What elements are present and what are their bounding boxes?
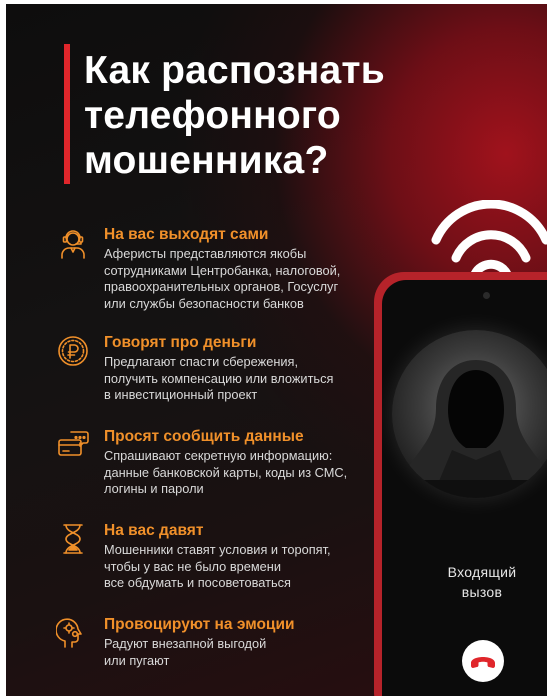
item-description: [104, 636, 266, 669]
title-accent-bar: [64, 44, 70, 184]
ruble-coin-icon: [56, 334, 90, 368]
item-heading: Провоцируют на эмоции: [104, 616, 295, 633]
user-support-icon: [56, 226, 90, 260]
description-line: чтобы у вас не было времени: [104, 558, 281, 574]
title-line: Как распознать: [84, 49, 385, 92]
item-description: [104, 246, 340, 312]
page-title: [84, 48, 385, 183]
camera-dot: [483, 292, 490, 299]
call-label-line: вызов: [461, 584, 503, 600]
description-line: Мошенники ставят условия и торопят,: [104, 542, 331, 557]
description-line: Радуют внезапной выгодой: [104, 636, 267, 651]
description-line: или пугают: [104, 652, 170, 668]
brain-gears-icon: [56, 616, 90, 650]
item-heading: Говорят про деньги: [104, 334, 257, 351]
poster: [6, 4, 547, 696]
description-line: получить компенсацию или вложиться: [104, 370, 334, 386]
credit-card-chat-icon: [56, 428, 90, 462]
title-line: мошенника?: [84, 139, 329, 182]
description-line: правоохранительных органов, Госуслуг: [104, 279, 339, 294]
description-line: все обдумать и посоветоваться: [104, 575, 291, 590]
call-label-line: Входящий: [447, 564, 517, 580]
item-description: [104, 448, 347, 498]
item-heading: Просят сообщить данные: [104, 428, 304, 445]
description-line: Спрашивают секретную информацию:: [104, 448, 333, 463]
hourglass-icon: [56, 522, 90, 556]
hang-up-button[interactable]: [462, 640, 504, 682]
description-line: Аферисты представляются якобы: [104, 246, 307, 261]
title-line: телефонного: [84, 94, 341, 137]
item-description: [104, 354, 333, 404]
phone: [374, 272, 547, 696]
description-line: или службы безопасности банков: [104, 295, 304, 311]
description-line: Предлагают спасти сбережения,: [104, 354, 299, 369]
incoming-call-label: [422, 562, 542, 602]
item-heading: На вас давят: [104, 522, 204, 539]
hang-up-phone-icon: [462, 640, 504, 682]
description-line: сотрудниками Центробанка, налоговой,: [104, 262, 341, 278]
description-line: данные банковской карты, коды из СМС,: [104, 464, 348, 480]
hooded-figure-image: [392, 330, 547, 498]
phone-screen: [382, 280, 547, 696]
description-line: логины и пароли: [104, 481, 204, 496]
hooded-figure-avatar: [392, 330, 547, 498]
item-heading: На вас выходят сами: [104, 226, 269, 243]
description-line: в инвестиционный проект: [104, 387, 258, 402]
item-description: [104, 542, 331, 592]
